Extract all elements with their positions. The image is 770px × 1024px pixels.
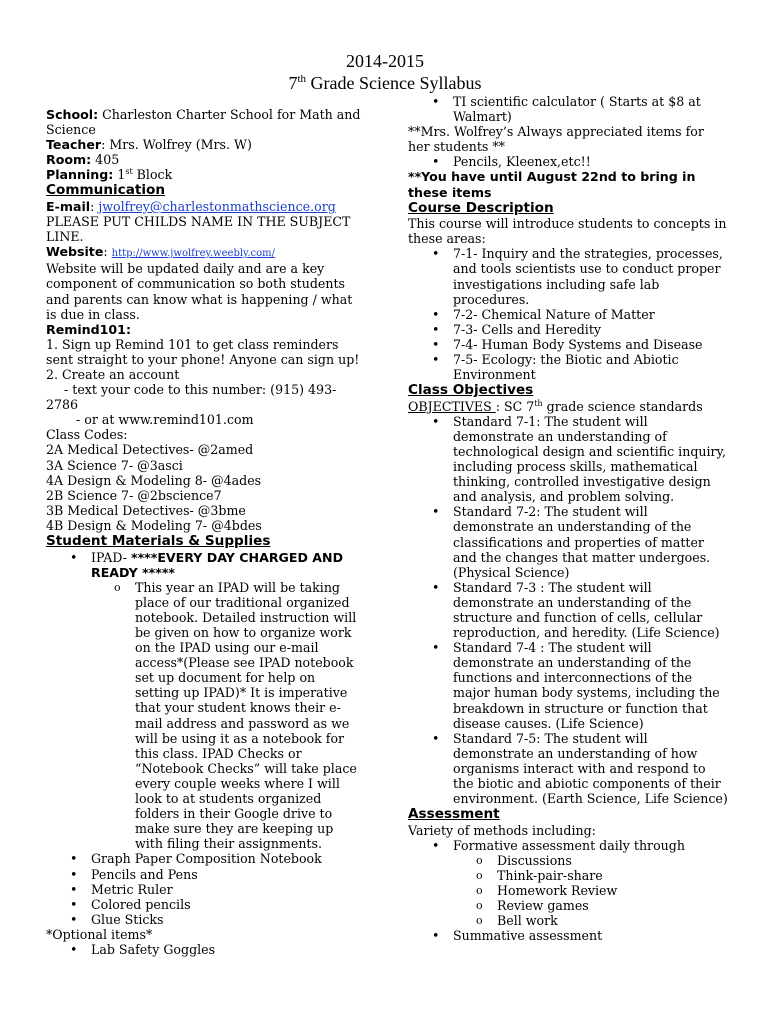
list-item: • Standard 7-2: The student will demonstrate an understanding of the classifications and properties of matter and the changes that matter undergoes. (Physical Science) — [408, 504, 728, 579]
list-item: • Pencils, Kleenex,etc!! — [408, 154, 728, 169]
school-value: Charleston Charter School for Math and Science — [46, 107, 361, 138]
teacher-label: Teacher — [46, 137, 102, 153]
right-column — [408, 94, 728, 943]
list-item: • 7-3- Cells and Heredity — [408, 322, 728, 337]
objectives-text: : SC 7 — [495, 398, 535, 414]
list-item: • Standard 7-5: The student will demonstrate an understanding of how organisms interact with and respond to the biotic and abiotic components of their environment. (Earth Science, Life Science) — [408, 731, 728, 806]
list-item: • 7-2- Chemical Nature of Matter — [408, 307, 728, 322]
list-item: • Glue Sticks — [46, 912, 362, 927]
list-item: • Graph Paper Composition Notebook — [46, 851, 362, 866]
list-item: • Metric Ruler — [46, 882, 362, 897]
supplies-list — [46, 550, 362, 927]
list-item: o Review games — [408, 898, 728, 913]
room-label: Room: — [46, 152, 92, 168]
assessment-heading: Assessment — [408, 806, 500, 823]
ipad-requirement: ****EVERY DAY CHARGED AND READY ***** — [91, 549, 344, 580]
website-note: Website will be updated daily and are a key component of communication so both students and parents can know what is happening / what is due in class. — [46, 261, 353, 322]
codes-label: Class Codes: — [46, 427, 128, 443]
class-code: 3B Medical Detectives- @3bme — [46, 502, 246, 518]
list-item: • Standard 7-4 : The student will demonstrate an understanding of the functions and interconnections of the major human body systems, including the breakdown in structure or function that disease causes. (Life Science) — [408, 640, 728, 731]
planning-line — [46, 167, 362, 182]
list-item: • Lab Safety Goggles — [46, 942, 362, 957]
list-item: o Bell work — [408, 913, 728, 928]
class-code: 2B Science 7- @2bscience7 — [46, 487, 222, 503]
remind-step-web: - or at www.remind101.com — [76, 412, 254, 428]
list-item: • Summative assessment — [408, 928, 728, 943]
website-colon: : — [103, 244, 112, 260]
course-intro: This course will introduce students to concepts in these areas: — [408, 216, 727, 247]
website-label: Website — [46, 244, 104, 260]
list-item: • Formative assessment daily through — [408, 838, 728, 853]
doc-title — [0, 72, 770, 94]
objectives-suffix: th — [534, 398, 543, 408]
email-note: PLEASE PUT CHILDS NAME IN THE SUBJECT LINE. — [46, 214, 351, 245]
remind-step-2: 2. Create an account — [46, 367, 180, 382]
class-code: 4B Design & Modeling 7- @4bdes — [46, 517, 262, 533]
remind-step-1: 1. Sign up Remind 101 to get class reminders sent straight to your phone! Anyone can sign up! — [46, 336, 360, 367]
email-link[interactable]: jwolfrey@charlestonmathscience.org — [98, 198, 336, 214]
left-column — [46, 107, 362, 957]
class-objectives-heading: Class Objectives — [408, 382, 534, 399]
email-label: E-mail — [46, 198, 91, 214]
website-link[interactable]: http://www.jwolfrey.weebly.com/ — [111, 248, 276, 260]
standards-list — [408, 414, 728, 806]
title-grade-number: 7 — [288, 73, 298, 93]
objectives-rest: grade science standards — [542, 398, 703, 414]
website-line — [46, 244, 362, 261]
list-item: • TI scientific calculator ( Starts at $8 at Walmart) — [408, 94, 728, 124]
doc-year: 2014-2015 — [346, 51, 424, 71]
remind-step-text: - text your code to this number: (915) 493-2786 — [46, 382, 337, 413]
appreciated-items-note: **Mrs. Wolfrey’s Always appreciated items for her students ** — [408, 124, 704, 155]
room-line — [46, 152, 362, 167]
assessment-intro: Variety of methods including: — [408, 822, 596, 838]
appreciated-list — [408, 154, 728, 169]
planning-label: Planning: — [46, 167, 114, 183]
list-item: • Standard 7-3 : The student will demonstrate an understanding of the structure and function of cells, cellular reproduction, and heredity. (Life Science) — [408, 580, 728, 640]
list-item: • 7-5- Ecology: the Biotic and Abiotic Environment — [408, 352, 728, 382]
planning-rest: Block — [132, 167, 173, 183]
email-colon: : — [90, 198, 99, 214]
school-label: School: — [46, 107, 99, 122]
optional-list — [46, 942, 362, 957]
calculator-list — [408, 94, 728, 124]
materials-heading: Student Materials & Supplies — [46, 533, 271, 550]
list-item: • 7-1- Inquiry and the strategies, processes, and tools scientists use to conduct proper investigations including safe lab procedures. — [408, 246, 728, 306]
school-line — [46, 107, 362, 137]
class-code: 4A Design & Modeling 8- @4ades — [46, 472, 262, 488]
list-item: o Discussions — [408, 853, 728, 868]
room-value: 405 — [91, 152, 120, 168]
optional-label: *Optional items* — [46, 926, 153, 942]
list-item: o Think-pair-share — [408, 868, 728, 883]
class-code: 3A Science 7- @3asci — [46, 457, 183, 473]
email-line — [46, 199, 362, 214]
communication-heading: Communication — [46, 182, 166, 199]
list-item: o Homework Review — [408, 883, 728, 898]
objectives-line — [408, 399, 728, 414]
planning-suffix: st — [125, 167, 133, 177]
objectives-label: OBJECTIVES — [408, 398, 496, 414]
ipad-detail: o This year an IPAD will be taking place of our traditional organized notebook. Detailed instruction will be given on how to organize work on the IPAD using our e-mail access*(Please see IPAD notebook set up document for help on setting up IPAD)* It is imperative that your student knows their e-mail address and password as we will be using it as a notebook for this class. IPAD Checks or “Notebook Checks” will take place every couple weeks where I will look to at students organized folders in their Google drive to make sure they are keeping up with filing their assignments. — [46, 580, 362, 852]
list-item: • Pencils and Pens — [46, 867, 362, 882]
course-description-heading: Course Description — [408, 199, 554, 216]
title-grade-suffix: th — [297, 73, 307, 85]
planning-value: 1 — [113, 167, 126, 183]
class-code: 2A Medical Detectives- @2amed — [46, 442, 254, 458]
list-item: • Standard 7-1: The student will demonstrate an understanding of technological design and scientific inquiry, including process skills, mathematical thinking, controlled investigative design and analysis, and problem solving. — [408, 414, 728, 505]
list-item: • Colored pencils — [46, 897, 362, 912]
teacher-value: : Mrs. Wolfrey (Mrs. W) — [101, 137, 252, 153]
title-text: Grade Science Syllabus — [306, 73, 482, 93]
teacher-line — [46, 137, 362, 152]
areas-list — [408, 246, 728, 382]
deadline-note: **You have until August 22nd to bring in these items — [408, 169, 696, 200]
list-item: • 7-4- Human Body Systems and Disease — [408, 337, 728, 352]
list-item — [46, 550, 362, 580]
remind-label: Remind101: — [46, 321, 131, 337]
ipad-prefix: IPAD- — [91, 549, 131, 565]
assessment-list — [408, 838, 728, 944]
